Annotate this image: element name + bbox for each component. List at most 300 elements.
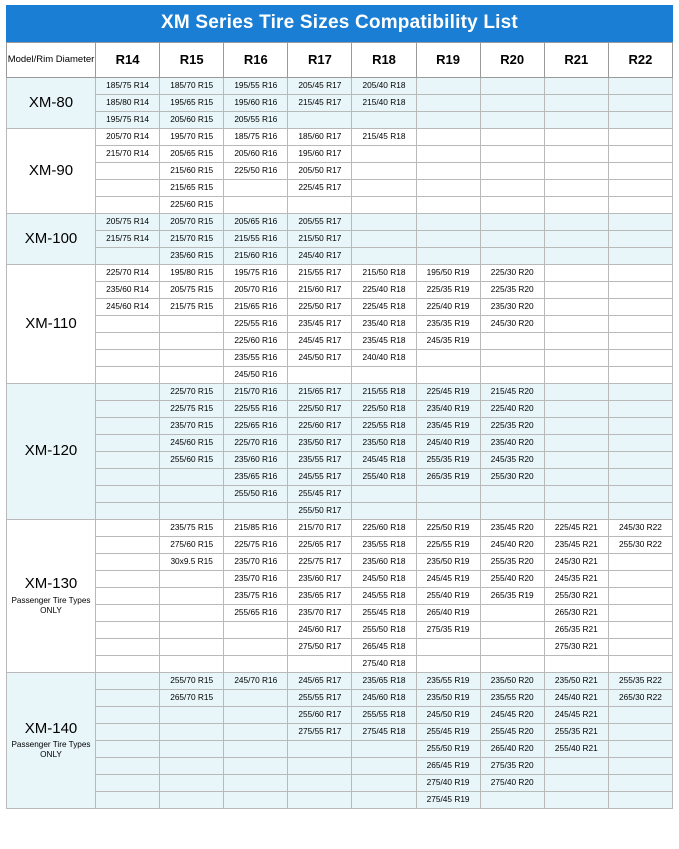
tire-size-cell: 275/45 R19 [416, 792, 480, 809]
empty-cell [224, 741, 288, 758]
empty-cell [160, 741, 224, 758]
table-row [7, 690, 673, 707]
tire-size-cell: 235/70 R17 [288, 605, 352, 622]
empty-cell [288, 197, 352, 214]
tire-size-cell: 235/70 R16 [224, 571, 288, 588]
empty-cell [160, 571, 224, 588]
empty-cell [544, 367, 608, 384]
empty-cell [96, 520, 160, 537]
tire-size-cell: 255/60 R17 [288, 707, 352, 724]
tire-size-cell: 235/75 R16 [224, 588, 288, 605]
empty-cell [160, 775, 224, 792]
empty-cell [608, 350, 672, 367]
empty-cell [160, 605, 224, 622]
empty-cell [480, 656, 544, 673]
empty-cell [96, 741, 160, 758]
tire-size-cell: 235/45 R19 [416, 418, 480, 435]
empty-cell [544, 248, 608, 265]
table-row [7, 129, 673, 146]
tire-size-cell: 205/75 R15 [160, 282, 224, 299]
empty-cell [224, 180, 288, 197]
tire-size-cell: 225/45 R21 [544, 520, 608, 537]
empty-cell [544, 197, 608, 214]
tire-size-cell: 195/75 R16 [224, 265, 288, 282]
empty-cell [96, 197, 160, 214]
tire-size-cell: 205/40 R18 [352, 78, 416, 95]
tire-size-cell: 275/40 R20 [480, 775, 544, 792]
table-row [7, 95, 673, 112]
empty-cell [480, 214, 544, 231]
empty-cell [352, 792, 416, 809]
tire-size-cell: 215/60 R16 [224, 248, 288, 265]
model-note: Passenger Tire Types ONLY [11, 595, 91, 615]
tire-size-cell: 265/35 R19 [416, 469, 480, 486]
empty-cell [544, 503, 608, 520]
empty-cell [352, 248, 416, 265]
empty-cell [608, 707, 672, 724]
tire-size-cell: 275/35 R19 [416, 622, 480, 639]
empty-cell [544, 656, 608, 673]
tire-size-cell: 245/40 R17 [288, 248, 352, 265]
empty-cell [544, 282, 608, 299]
model-cell-xm-110 [7, 265, 96, 384]
table-row [7, 197, 673, 214]
empty-cell [288, 367, 352, 384]
table-row [7, 231, 673, 248]
empty-cell [608, 163, 672, 180]
tire-size-cell: 225/55 R18 [352, 418, 416, 435]
tire-size-cell: 235/65 R17 [288, 588, 352, 605]
empty-cell [544, 435, 608, 452]
tire-size-cell: 235/45 R20 [480, 520, 544, 537]
tire-size-cell: 245/60 R14 [96, 299, 160, 316]
tire-size-cell: 195/70 R15 [160, 129, 224, 146]
empty-cell [288, 112, 352, 129]
tire-size-cell: 255/35 R19 [416, 452, 480, 469]
column-header-r18: R18 [352, 43, 416, 78]
tire-size-cell: 235/35 R19 [416, 316, 480, 333]
tire-size-cell: 245/35 R20 [480, 452, 544, 469]
tire-size-cell: 245/60 R15 [160, 435, 224, 452]
empty-cell [608, 486, 672, 503]
empty-cell [224, 639, 288, 656]
table-row [7, 180, 673, 197]
tire-size-cell: 235/50 R20 [480, 673, 544, 690]
table-row [7, 265, 673, 282]
tire-size-cell: 245/50 R16 [224, 367, 288, 384]
tire-size-cell: 205/70 R15 [160, 214, 224, 231]
tire-size-cell: 245/55 R18 [352, 588, 416, 605]
compatibility-table [6, 42, 673, 809]
empty-cell [608, 741, 672, 758]
tire-size-cell: 255/65 R16 [224, 605, 288, 622]
empty-cell [224, 792, 288, 809]
table-row [7, 163, 673, 180]
tire-size-cell: 245/45 R21 [544, 707, 608, 724]
tire-size-cell: 255/40 R21 [544, 741, 608, 758]
empty-cell [480, 792, 544, 809]
empty-cell [608, 758, 672, 775]
tire-size-cell: 205/45 R17 [288, 78, 352, 95]
tire-size-cell: 225/45 R17 [288, 180, 352, 197]
tire-size-cell: 225/60 R18 [352, 520, 416, 537]
empty-cell [160, 469, 224, 486]
empty-cell [160, 350, 224, 367]
empty-cell [608, 367, 672, 384]
empty-cell [608, 248, 672, 265]
tire-size-cell: 215/45 R17 [288, 95, 352, 112]
empty-cell [160, 333, 224, 350]
tire-size-cell: 235/55 R17 [288, 452, 352, 469]
empty-cell [608, 146, 672, 163]
empty-cell [608, 180, 672, 197]
tire-size-cell: 235/60 R17 [288, 571, 352, 588]
empty-cell [608, 112, 672, 129]
tire-size-cell: 245/35 R21 [544, 571, 608, 588]
empty-cell [160, 639, 224, 656]
tire-size-cell: 275/45 R18 [352, 724, 416, 741]
empty-cell [416, 146, 480, 163]
tire-size-cell: 215/65 R17 [288, 384, 352, 401]
tire-size-cell: 215/75 R15 [160, 299, 224, 316]
tire-size-cell: 235/50 R21 [544, 673, 608, 690]
column-header-r22: R22 [608, 43, 672, 78]
column-header-r19: R19 [416, 43, 480, 78]
empty-cell [96, 180, 160, 197]
empty-cell [608, 197, 672, 214]
empty-cell [544, 418, 608, 435]
table-row [7, 112, 673, 129]
tire-size-cell: 225/75 R16 [224, 537, 288, 554]
empty-cell [608, 469, 672, 486]
empty-cell [480, 486, 544, 503]
empty-cell [544, 78, 608, 95]
tire-size-cell: 215/45 R20 [480, 384, 544, 401]
tire-size-cell: 195/55 R16 [224, 78, 288, 95]
empty-cell [96, 639, 160, 656]
tire-size-cell: 235/65 R18 [352, 673, 416, 690]
tire-size-cell: 235/55 R19 [416, 673, 480, 690]
tire-size-cell: 225/30 R20 [480, 265, 544, 282]
tire-size-cell: 225/50 R17 [288, 401, 352, 418]
empty-cell [544, 401, 608, 418]
tire-size-cell: 195/75 R14 [96, 112, 160, 129]
tire-size-cell: 195/65 R15 [160, 95, 224, 112]
model-cell-xm-100 [7, 214, 96, 265]
tire-size-cell: 255/35 R21 [544, 724, 608, 741]
tire-size-cell: 205/65 R16 [224, 214, 288, 231]
tire-size-cell: 215/70 R16 [224, 384, 288, 401]
empty-cell [544, 316, 608, 333]
model-name: XM-120 [24, 442, 78, 460]
table-row [7, 792, 673, 809]
empty-cell [96, 690, 160, 707]
model-cell-xm-140 [7, 673, 96, 809]
tire-size-cell: 195/60 R17 [288, 146, 352, 163]
tire-size-cell: 245/50 R19 [416, 707, 480, 724]
tire-size-cell: 225/75 R15 [160, 401, 224, 418]
tire-size-cell: 245/55 R17 [288, 469, 352, 486]
empty-cell [96, 588, 160, 605]
empty-cell [352, 180, 416, 197]
column-header-r20: R20 [480, 43, 544, 78]
empty-cell [416, 248, 480, 265]
header-model-rim-diameter: Model/Rim Diameter [7, 43, 96, 78]
empty-cell [544, 146, 608, 163]
tire-size-cell: 205/55 R17 [288, 214, 352, 231]
table-row [7, 350, 673, 367]
tire-size-cell: 235/55 R20 [480, 690, 544, 707]
empty-cell [352, 112, 416, 129]
tire-size-cell: 255/40 R19 [416, 588, 480, 605]
empty-cell [224, 622, 288, 639]
tire-size-cell: 245/50 R17 [288, 350, 352, 367]
table-row [7, 775, 673, 792]
empty-cell [96, 401, 160, 418]
tire-size-cell: 205/70 R14 [96, 129, 160, 146]
table-row [7, 741, 673, 758]
table-row [7, 673, 673, 690]
empty-cell [608, 571, 672, 588]
tire-size-cell: 235/60 R15 [160, 248, 224, 265]
empty-cell [544, 129, 608, 146]
empty-cell [608, 316, 672, 333]
table-row [7, 452, 673, 469]
empty-cell [288, 656, 352, 673]
tire-size-cell: 215/55 R16 [224, 231, 288, 248]
tire-size-cell: 195/50 R19 [416, 265, 480, 282]
empty-cell [96, 333, 160, 350]
tire-size-cell: 225/70 R16 [224, 435, 288, 452]
table-row [7, 333, 673, 350]
empty-cell [416, 95, 480, 112]
empty-cell [96, 486, 160, 503]
empty-cell [288, 775, 352, 792]
empty-cell [544, 350, 608, 367]
empty-cell [96, 571, 160, 588]
empty-cell [544, 469, 608, 486]
tire-size-cell: 240/40 R18 [352, 350, 416, 367]
empty-cell [96, 384, 160, 401]
tire-size-cell: 245/60 R18 [352, 690, 416, 707]
tire-size-cell: 245/60 R17 [288, 622, 352, 639]
empty-cell [480, 78, 544, 95]
model-name: XM-100 [24, 229, 78, 247]
empty-cell [480, 605, 544, 622]
empty-cell [352, 231, 416, 248]
tire-size-cell: 225/45 R18 [352, 299, 416, 316]
tire-size-cell: 215/85 R16 [224, 520, 288, 537]
column-header-r15: R15 [160, 43, 224, 78]
tire-size-cell: 235/50 R19 [416, 690, 480, 707]
empty-cell [480, 367, 544, 384]
table-row [7, 758, 673, 775]
empty-cell [352, 503, 416, 520]
tire-size-cell: 235/40 R18 [352, 316, 416, 333]
empty-cell [480, 231, 544, 248]
tire-size-cell: 235/70 R15 [160, 418, 224, 435]
empty-cell [480, 95, 544, 112]
tire-size-cell: 195/60 R16 [224, 95, 288, 112]
empty-cell [96, 775, 160, 792]
empty-cell [288, 792, 352, 809]
empty-cell [480, 163, 544, 180]
tire-size-cell: 255/30 R20 [480, 469, 544, 486]
tire-size-cell: 235/75 R15 [160, 520, 224, 537]
table-row [7, 520, 673, 537]
empty-cell [352, 214, 416, 231]
tire-size-cell: 225/75 R17 [288, 554, 352, 571]
tire-size-cell: 275/50 R17 [288, 639, 352, 656]
tire-size-cell: 255/50 R17 [288, 503, 352, 520]
empty-cell [608, 622, 672, 639]
tire-size-cell: 215/45 R18 [352, 129, 416, 146]
tire-size-cell: 225/50 R17 [288, 299, 352, 316]
tire-size-cell: 275/55 R17 [288, 724, 352, 741]
tire-size-cell: 235/55 R18 [352, 537, 416, 554]
table-row [7, 622, 673, 639]
tire-size-cell: 245/45 R17 [288, 333, 352, 350]
empty-cell [544, 163, 608, 180]
tire-size-cell: 225/60 R15 [160, 197, 224, 214]
empty-cell [608, 384, 672, 401]
tire-size-cell: 255/50 R19 [416, 741, 480, 758]
model-name: XM-130 [24, 575, 78, 592]
tire-size-cell: 255/30 R21 [544, 588, 608, 605]
empty-cell [608, 452, 672, 469]
tire-size-cell: 225/65 R17 [288, 537, 352, 554]
empty-cell [608, 333, 672, 350]
empty-cell [96, 469, 160, 486]
empty-cell [416, 486, 480, 503]
tire-size-cell: 215/70 R17 [288, 520, 352, 537]
tire-size-cell: 185/60 R17 [288, 129, 352, 146]
empty-cell [608, 605, 672, 622]
empty-cell [352, 775, 416, 792]
empty-cell [352, 486, 416, 503]
tire-size-cell: 225/70 R15 [160, 384, 224, 401]
model-cell-xm-80 [7, 78, 96, 129]
tire-size-cell: 235/30 R20 [480, 299, 544, 316]
tire-size-cell: 265/70 R15 [160, 690, 224, 707]
table-row [7, 282, 673, 299]
empty-cell [416, 639, 480, 656]
empty-cell [544, 792, 608, 809]
empty-cell [96, 673, 160, 690]
table-row [7, 146, 673, 163]
tire-size-cell: 185/75 R16 [224, 129, 288, 146]
model-cell-xm-90 [7, 129, 96, 214]
tire-size-cell: 30x9.5 R15 [160, 554, 224, 571]
tire-size-cell: 265/40 R20 [480, 741, 544, 758]
empty-cell [544, 299, 608, 316]
tire-size-cell: 275/60 R15 [160, 537, 224, 554]
empty-cell [160, 486, 224, 503]
tire-size-cell: 235/60 R16 [224, 452, 288, 469]
column-header-r14: R14 [96, 43, 160, 78]
empty-cell [352, 367, 416, 384]
tire-size-cell: 225/65 R16 [224, 418, 288, 435]
empty-cell [224, 690, 288, 707]
table-row [7, 707, 673, 724]
empty-cell [544, 758, 608, 775]
tire-size-cell: 225/60 R17 [288, 418, 352, 435]
empty-cell [160, 316, 224, 333]
empty-cell [224, 197, 288, 214]
tire-size-cell: 235/60 R18 [352, 554, 416, 571]
empty-cell [480, 622, 544, 639]
empty-cell [96, 758, 160, 775]
empty-cell [608, 401, 672, 418]
tire-size-cell: 225/55 R19 [416, 537, 480, 554]
tire-size-cell: 215/70 R15 [160, 231, 224, 248]
tire-size-cell: 235/45 R17 [288, 316, 352, 333]
empty-cell [96, 656, 160, 673]
tire-size-cell: 225/50 R19 [416, 520, 480, 537]
tire-size-cell: 205/55 R16 [224, 112, 288, 129]
empty-cell [608, 299, 672, 316]
tire-size-cell: 275/35 R20 [480, 758, 544, 775]
empty-cell [224, 758, 288, 775]
tire-size-cell: 215/70 R14 [96, 146, 160, 163]
empty-cell [416, 197, 480, 214]
empty-cell [544, 452, 608, 469]
tire-size-cell: 255/45 R19 [416, 724, 480, 741]
table-row [7, 435, 673, 452]
table-row [7, 401, 673, 418]
tire-size-cell: 185/75 R14 [96, 78, 160, 95]
empty-cell [416, 231, 480, 248]
tire-size-cell: 255/45 R17 [288, 486, 352, 503]
empty-cell [416, 214, 480, 231]
tire-size-cell: 255/40 R18 [352, 469, 416, 486]
empty-cell [416, 112, 480, 129]
tire-size-cell: 255/60 R15 [160, 452, 224, 469]
tire-size-cell: 245/40 R21 [544, 690, 608, 707]
empty-cell [480, 112, 544, 129]
empty-cell [480, 503, 544, 520]
empty-cell [96, 248, 160, 265]
empty-cell [96, 605, 160, 622]
tire-size-cell: 235/55 R16 [224, 350, 288, 367]
empty-cell [544, 231, 608, 248]
tire-size-cell: 235/65 R16 [224, 469, 288, 486]
table-row [7, 656, 673, 673]
tire-size-cell: 215/65 R15 [160, 180, 224, 197]
tire-size-cell: 235/50 R18 [352, 435, 416, 452]
empty-cell [480, 350, 544, 367]
empty-cell [288, 758, 352, 775]
tire-size-cell: 245/30 R22 [608, 520, 672, 537]
empty-cell [608, 724, 672, 741]
empty-cell [160, 503, 224, 520]
empty-cell [608, 282, 672, 299]
tire-size-cell: 265/35 R21 [544, 622, 608, 639]
tire-size-cell: 265/35 R19 [480, 588, 544, 605]
empty-cell [160, 707, 224, 724]
empty-cell [608, 78, 672, 95]
table-row [7, 486, 673, 503]
tire-size-cell: 215/55 R17 [288, 265, 352, 282]
table-row [7, 367, 673, 384]
table-row [7, 384, 673, 401]
tire-size-cell: 235/40 R20 [480, 435, 544, 452]
column-header-r17: R17 [288, 43, 352, 78]
tire-size-cell: 215/60 R17 [288, 282, 352, 299]
table-row [7, 418, 673, 435]
tire-size-cell: 245/65 R17 [288, 673, 352, 690]
empty-cell [608, 656, 672, 673]
